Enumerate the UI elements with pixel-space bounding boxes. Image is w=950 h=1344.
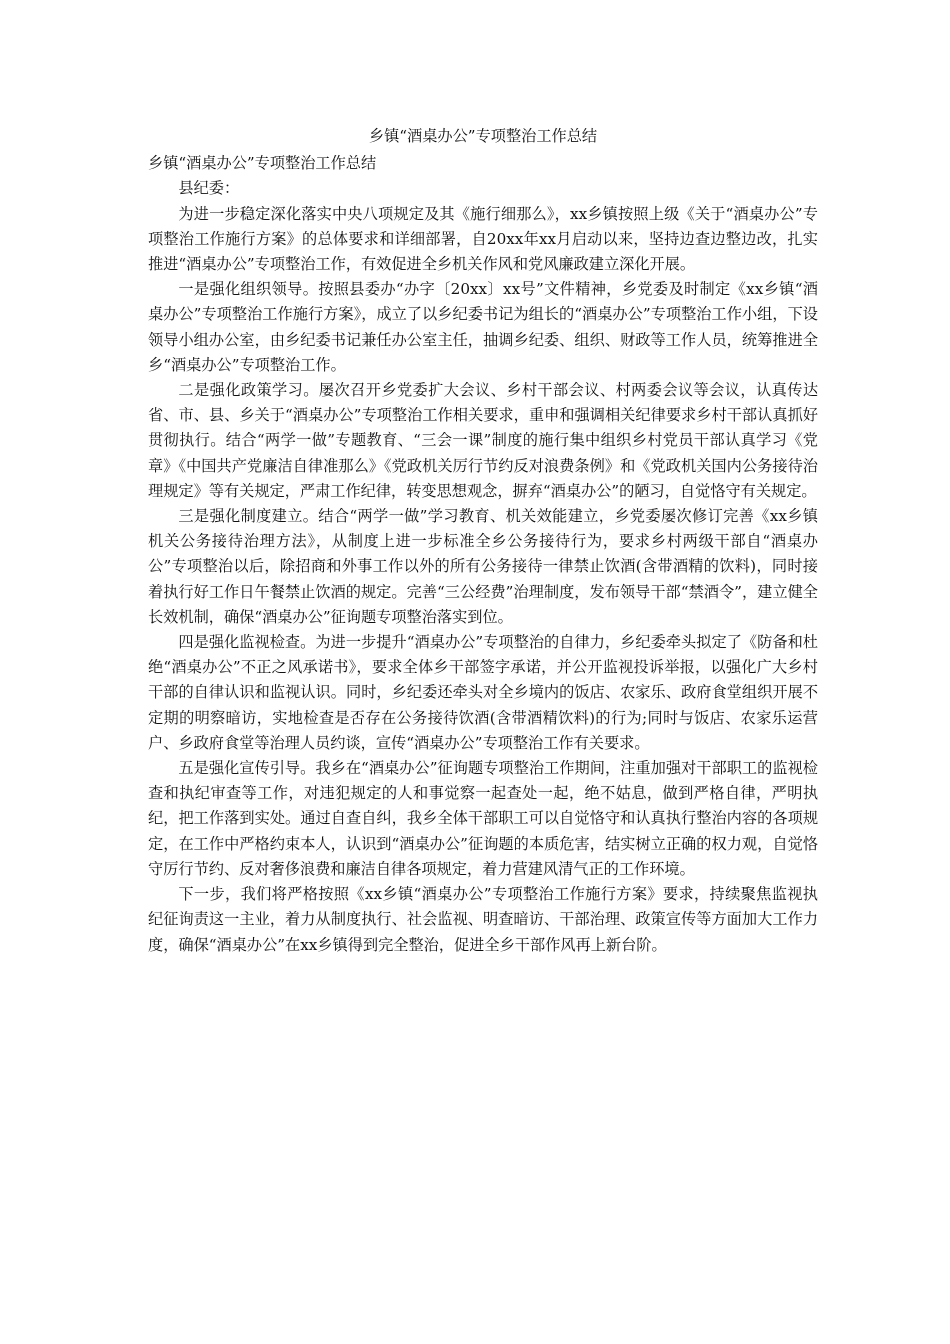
paragraph-system-building: 三是强化制度建立。结合“两学一做”学习教育、机关效能建立，乡党委屡次修订完善《xx乡镇机关公务接待治理方法》，从制度上进一步标准全乡公务接待行为，要求乡村两级干部自“酒桌办公”专项整治以后，除招商和外事工作以外的所有公务接待一律禁止饮酒(含带酒精的饮料)，同时接着执行好工作日午餐禁止饮酒的规定。完善“三公经费”治理制度，发布领导干部“禁酒令”，建立健全长效机制，确保“酒桌办公”征询题专项整治落实到位。 bbox=[148, 507, 818, 626]
salutation: 县纪委： bbox=[178, 179, 240, 198]
paragraph-next-steps: 下一步，我们将严格按照《xx乡镇“酒桌办公”专项整治工作施行方案》要求，持续聚焦监视执纪征询责这一主业，着力从制度执行、社会监视、明查暗访、干部治理、政策宣传等方面加大工作力度，确保“酒桌办公”在xx乡镇得到完全整治，促进全乡干部作风再上新台阶。 bbox=[148, 885, 818, 954]
paragraph-supervision: 四是强化监视检查。为进一步提升“酒桌办公”专项整治的自律力，乡纪委牵头拟定了《防备和杜绝“酒桌办公”不正之风承诺书》，要求全体乡干部签字承诺，并公开监视投诉举报，以强化广大乡村干部的自律认识和监视认识。同时，乡纪委还牵头对全乡境内的饭店、农家乐、政府食堂组织开展不定期的明察暗访，实地检查是否存在公务接待饮酒(含带酒精饮料)的行为;同时与饭店、农家乐运营户、乡政府食堂等治理人员约谈，宣传“酒桌办公”专项整治工作有关要求。 bbox=[148, 633, 818, 752]
paragraph-organization: 一是强化组织领导。按照县委办“办字〔20xx〕xx号”文件精神，乡党委及时制定《xx乡镇“酒桌办公”专项整治工作施行方案》，成立了以乡纪委书记为组长的“酒桌办公”专项整治工作小组，下设领导小组办公室，由乡纪委书记兼任办公室主任，抽调乡纪委、组织、财政等工作人员，统筹推进全乡“酒桌办公”专项整治工作。 bbox=[148, 280, 818, 374]
document-subtitle: 乡镇“酒桌办公”专项整治工作总结 bbox=[148, 154, 377, 173]
paragraph-intro: 为进一步稳定深化落实中央八项规定及其《施行细那么》，xx乡镇按照上级《关于“酒桌办公”专项整治工作施行方案》的总体要求和详细部署，自20xx年xx月启动以来，坚持边查边整边改，扎实推进“酒桌办公”专项整治工作，有效促进全乡机关作风和党风廉政建立深化开展。 bbox=[148, 204, 818, 274]
paragraph-policy-study: 二是强化政策学习。屡次召开乡党委扩大会议、乡村干部会议、村两委会议等会议，认真传达省、市、县、乡关于“酒桌办公”专项整治工作相关要求，重申和强调相关纪律要求乡村干部认真抓好贯彻执行。结合“两学一做”专题教育、“三会一课”制度的施行集中组织乡村党员干部认真学习《党章》《中国共产党廉洁自律准那么》《党政机关厉行节约反对浪费条例》和《党政机关国内公务接待治理规定》等有关规定，严肃工作纪律，转变思想观念，摒弃“酒桌办公”的陋习，自觉恪守有关规定。 bbox=[148, 381, 818, 500]
paragraph-publicity: 五是强化宣传引导。我乡在“酒桌办公”征询题专项整治工作期间，注重加强对干部职工的监视检查和执纪审查等工作，对违犯规定的人和事觉察一起查处一起，绝不姑息，做到严格自律，严明执纪，把工作落到实处。通过自查自纠，我乡全体干部职工可以自觉恪守和认真执行整治内容的各项规定，在工作中严格约束本人，认识到“酒桌办公”征询题的本质危害，结实树立正确的权力观，自觉恪守厉行节约、反对奢侈浪费和廉洁自律各项规定，着力营建风清气正的工作环境。 bbox=[148, 759, 818, 878]
document-title: 乡镇“酒桌办公”专项整治工作总结 bbox=[368, 127, 598, 145]
document-body bbox=[148, 124, 818, 958]
